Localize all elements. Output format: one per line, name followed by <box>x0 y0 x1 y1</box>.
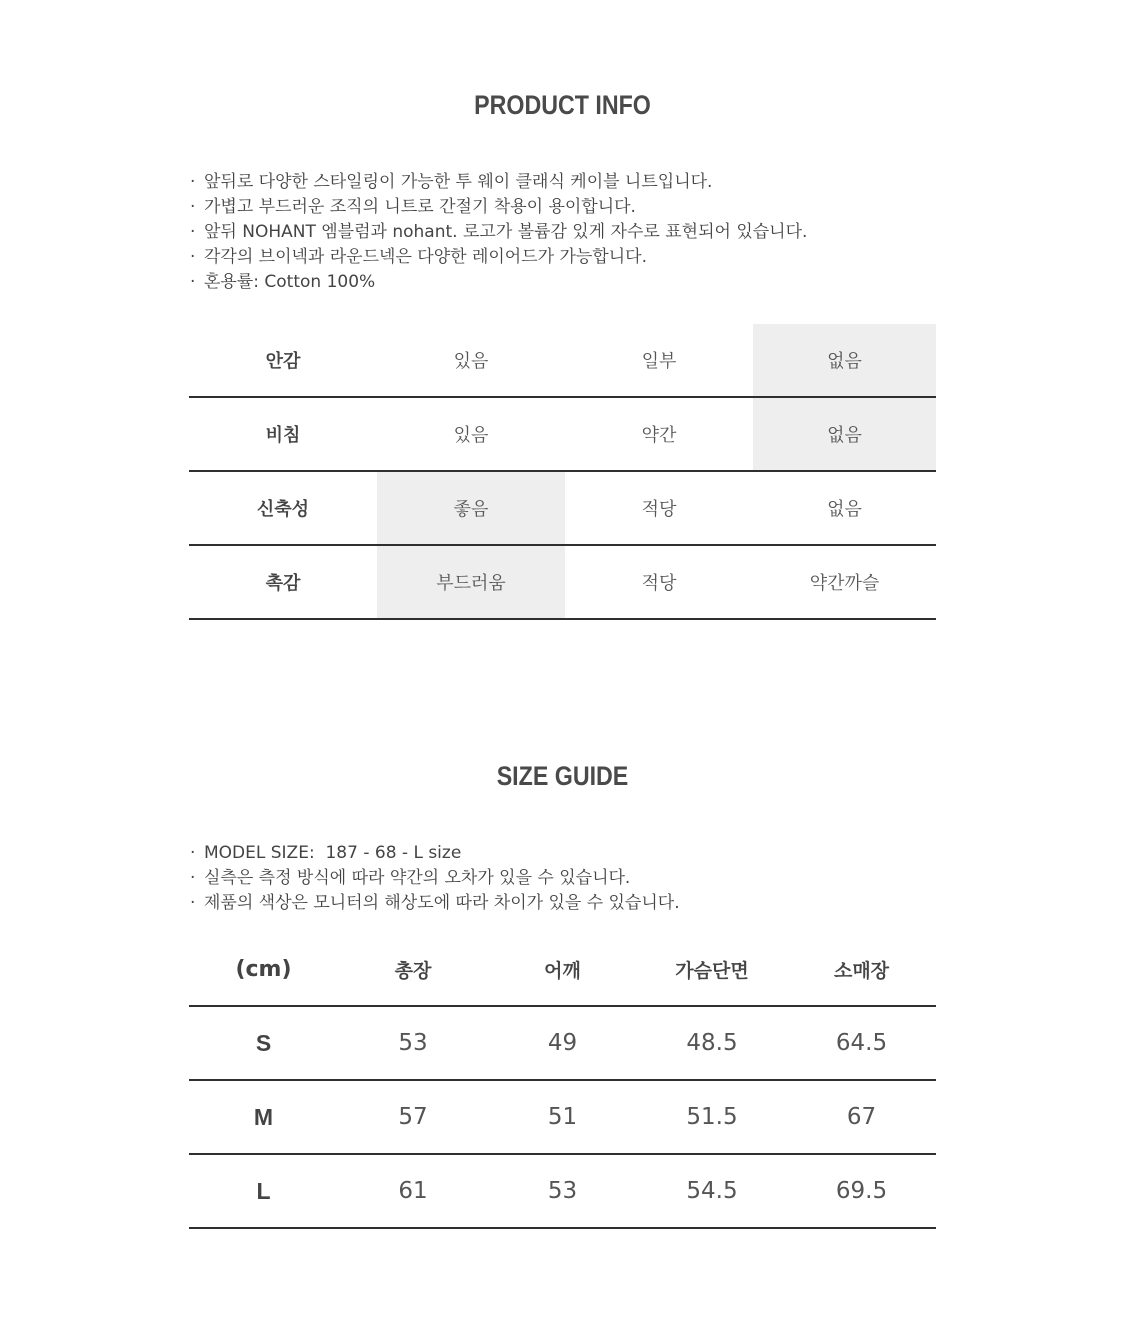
bullet-text: 앞뒤 NOHANT 엠블럼과 nohant. 로고가 볼륨감 있게 자수로 표현되어 있습니다. <box>204 222 808 242</box>
attribute-option: 좋음 <box>377 471 565 545</box>
size-table-header-sleeve: 소매장 <box>787 934 936 1006</box>
attribute-option: 있음 <box>377 324 565 397</box>
product-info-bullet <box>190 170 807 195</box>
size-row <box>189 1006 936 1080</box>
bullet-text: 제품의 색상은 모니터의 해상도에 따라 차이가 있을 수 있습니다. <box>204 893 680 913</box>
size-guide-title: SIZE GUIDE <box>496 761 629 791</box>
attribute-option: 약간 <box>565 397 753 471</box>
attribute-label: 비침 <box>189 397 377 471</box>
size-value: 57 <box>338 1080 488 1154</box>
size-label: S <box>189 1006 338 1080</box>
size-table <box>189 934 936 1229</box>
size-guide-bullet <box>190 841 680 866</box>
attribute-label: 촉감 <box>189 545 377 619</box>
size-table-header-row <box>189 934 936 1006</box>
bullet-mark: · <box>190 843 196 863</box>
size-table-header-length: 총장 <box>338 934 488 1006</box>
bullet-mark: · <box>190 197 196 217</box>
attribute-option: 적당 <box>565 471 753 545</box>
attribute-row <box>189 471 936 545</box>
bullet-mark: · <box>190 272 196 292</box>
bullet-mark: · <box>190 247 196 267</box>
size-label: L <box>189 1154 338 1228</box>
attribute-option: 부드러움 <box>377 545 565 619</box>
bullet-text: 실측은 측정 방식에 따라 약간의 오차가 있을 수 있습니다. <box>204 868 631 888</box>
size-table-header-shoulder: 어깨 <box>488 934 637 1006</box>
size-table-header-chest: 가슴단면 <box>637 934 787 1006</box>
attribute-label: 안감 <box>189 324 377 397</box>
attribute-option: 약간까슬 <box>753 545 936 619</box>
size-table-header-unit: (cm) <box>189 934 338 1006</box>
product-info-bullet <box>190 220 807 245</box>
size-value: 51.5 <box>637 1080 787 1154</box>
attribute-option: 있음 <box>377 397 565 471</box>
attribute-option: 없음 <box>753 471 936 545</box>
attribute-option: 없음 <box>753 324 936 397</box>
size-row <box>189 1080 936 1154</box>
product-info-bullet <box>190 270 807 295</box>
size-value: 64.5 <box>787 1006 936 1080</box>
bullet-text: MODEL SIZE: 187 - 68 - L size <box>204 843 462 863</box>
bullet-mark: · <box>190 893 196 913</box>
attribute-option: 일부 <box>565 324 753 397</box>
product-info-bullet <box>190 195 807 220</box>
size-value: 67 <box>787 1080 936 1154</box>
size-guide-bullet <box>190 891 680 916</box>
bullet-mark: · <box>190 172 196 192</box>
attribute-option: 없음 <box>753 397 936 471</box>
product-info-bullet <box>190 245 807 270</box>
size-value: 48.5 <box>637 1006 787 1080</box>
size-value: 69.5 <box>787 1154 936 1228</box>
size-value: 54.5 <box>637 1154 787 1228</box>
size-row <box>189 1154 936 1228</box>
size-value: 53 <box>338 1006 488 1080</box>
attribute-row <box>189 324 936 397</box>
attribute-label: 신축성 <box>189 471 377 545</box>
attribute-option: 적당 <box>565 545 753 619</box>
size-guide-bullet-list <box>190 841 680 916</box>
product-info-bullet-list <box>190 170 807 295</box>
bullet-text: 혼용률: Cotton 100% <box>204 272 376 292</box>
bullet-text: 각각의 브이넥과 라운드넥은 다양한 레이어드가 가능합니다. <box>204 247 647 267</box>
size-guide-bullet <box>190 866 680 891</box>
bullet-text: 앞뒤로 다양한 스타일링이 가능한 투 웨이 클래식 케이블 니트입니다. <box>204 172 713 192</box>
size-value: 51 <box>488 1080 637 1154</box>
size-value: 61 <box>338 1154 488 1228</box>
bullet-mark: · <box>190 222 196 242</box>
product-attribute-table <box>189 324 936 620</box>
size-value: 53 <box>488 1154 637 1228</box>
size-label: M <box>189 1080 338 1154</box>
product-info-title: PRODUCT INFO <box>474 90 651 120</box>
attribute-row <box>189 397 936 471</box>
size-value: 49 <box>488 1006 637 1080</box>
bullet-mark: · <box>190 868 196 888</box>
attribute-row <box>189 545 936 619</box>
bullet-text: 가볍고 부드러운 조직의 니트로 간절기 착용이 용이합니다. <box>204 197 636 217</box>
